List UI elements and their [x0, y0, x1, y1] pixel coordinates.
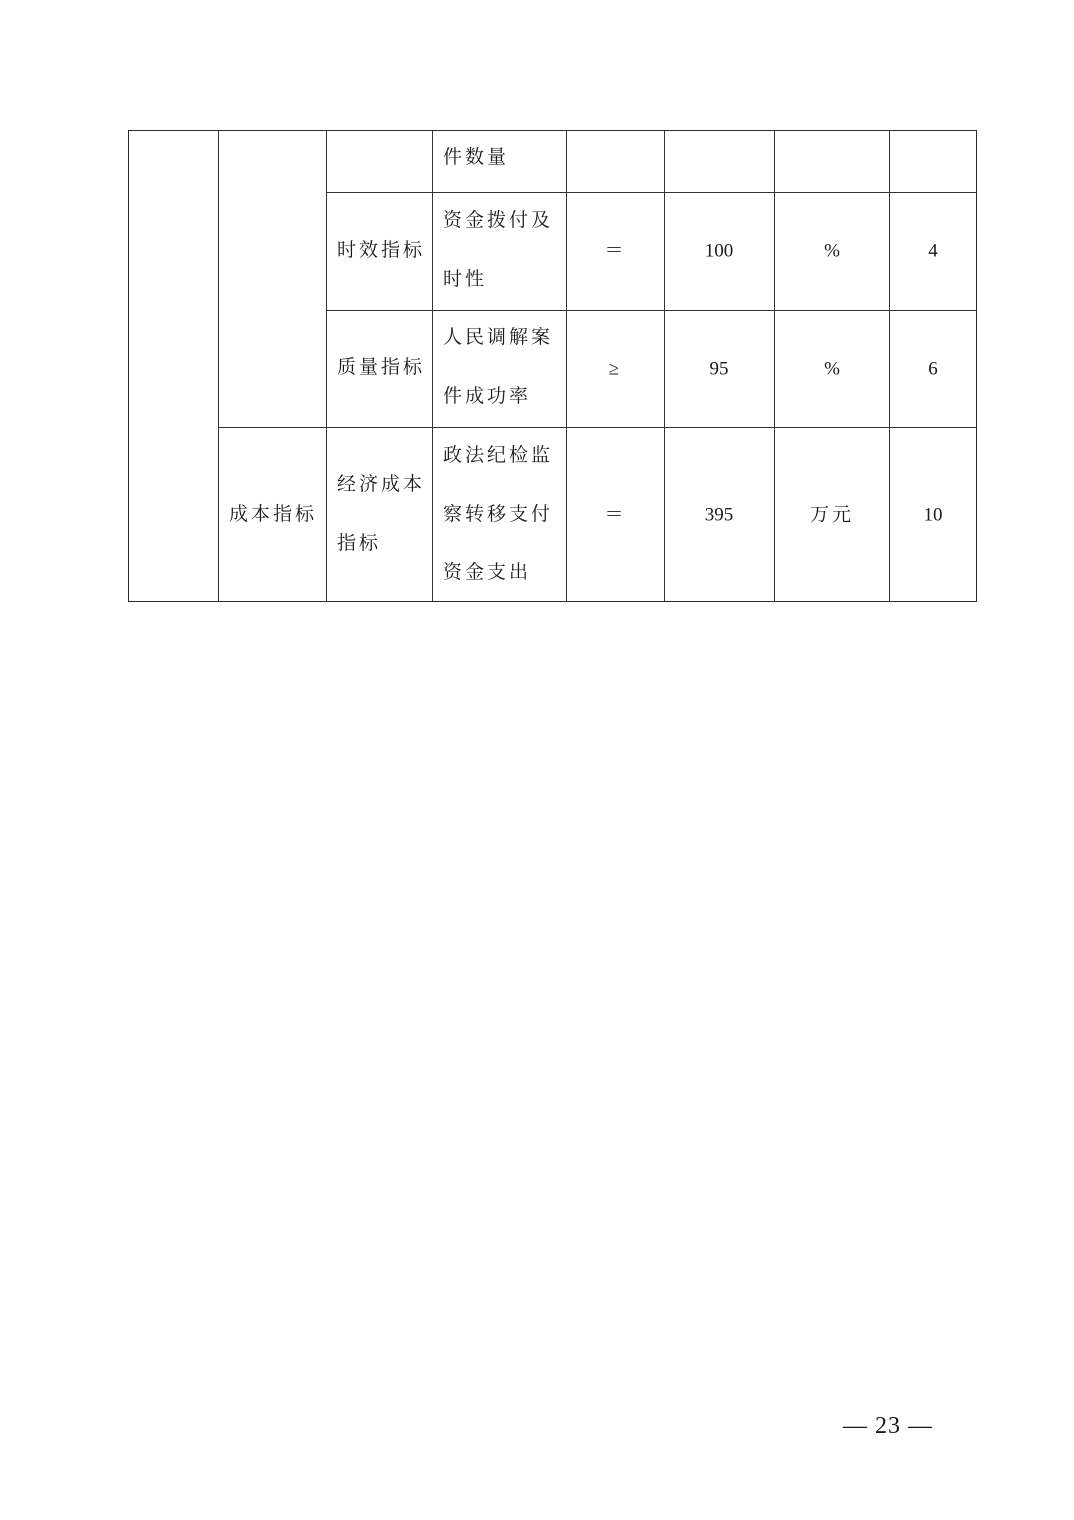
target-value: 100 [704, 240, 734, 262]
tertiary-indicator: 时效指标 [337, 239, 426, 261]
tertiary-indicator-line: 经济成本 [337, 473, 426, 495]
indicator-name-line: 件数量 [443, 146, 510, 168]
target-value: 395 [704, 504, 734, 526]
unit: % [824, 358, 840, 380]
column-divider [326, 131, 327, 601]
unit: % [824, 240, 840, 262]
column-divider [774, 131, 775, 601]
row-divider [326, 192, 976, 193]
target-value: 95 [709, 358, 729, 380]
operator: ＝ [604, 240, 624, 262]
tertiary-indicator-line: 指标 [337, 532, 382, 554]
row-divider [218, 427, 976, 428]
indicator-name-line: 时性 [443, 268, 488, 290]
weight-score: 4 [928, 240, 938, 262]
column-divider [889, 131, 890, 601]
column-divider [664, 131, 665, 601]
tertiary-indicator: 质量指标 [337, 356, 426, 378]
operator: ≥ [608, 358, 620, 380]
indicator-name-line: 资金拨付及 [443, 209, 554, 231]
row-divider [326, 310, 976, 311]
secondary-indicator: 成本指标 [229, 503, 318, 525]
indicator-name-line: 件成功率 [443, 385, 532, 407]
column-divider [432, 131, 433, 601]
weight-score: 10 [923, 504, 943, 526]
column-divider [566, 131, 567, 601]
indicator-name-line: 人民调解案 [443, 326, 554, 348]
unit: 万元 [809, 503, 855, 526]
weight-score: 6 [928, 358, 938, 380]
indicator-name-line: 政法纪检监 [443, 444, 554, 466]
column-divider [218, 131, 219, 601]
indicator-name-line: 资金支出 [443, 561, 532, 583]
performance-indicator-table [128, 130, 977, 602]
indicator-name-line: 察转移支付 [443, 503, 554, 525]
operator: ＝ [604, 504, 624, 526]
page-number: — 23 — [843, 1413, 933, 1439]
